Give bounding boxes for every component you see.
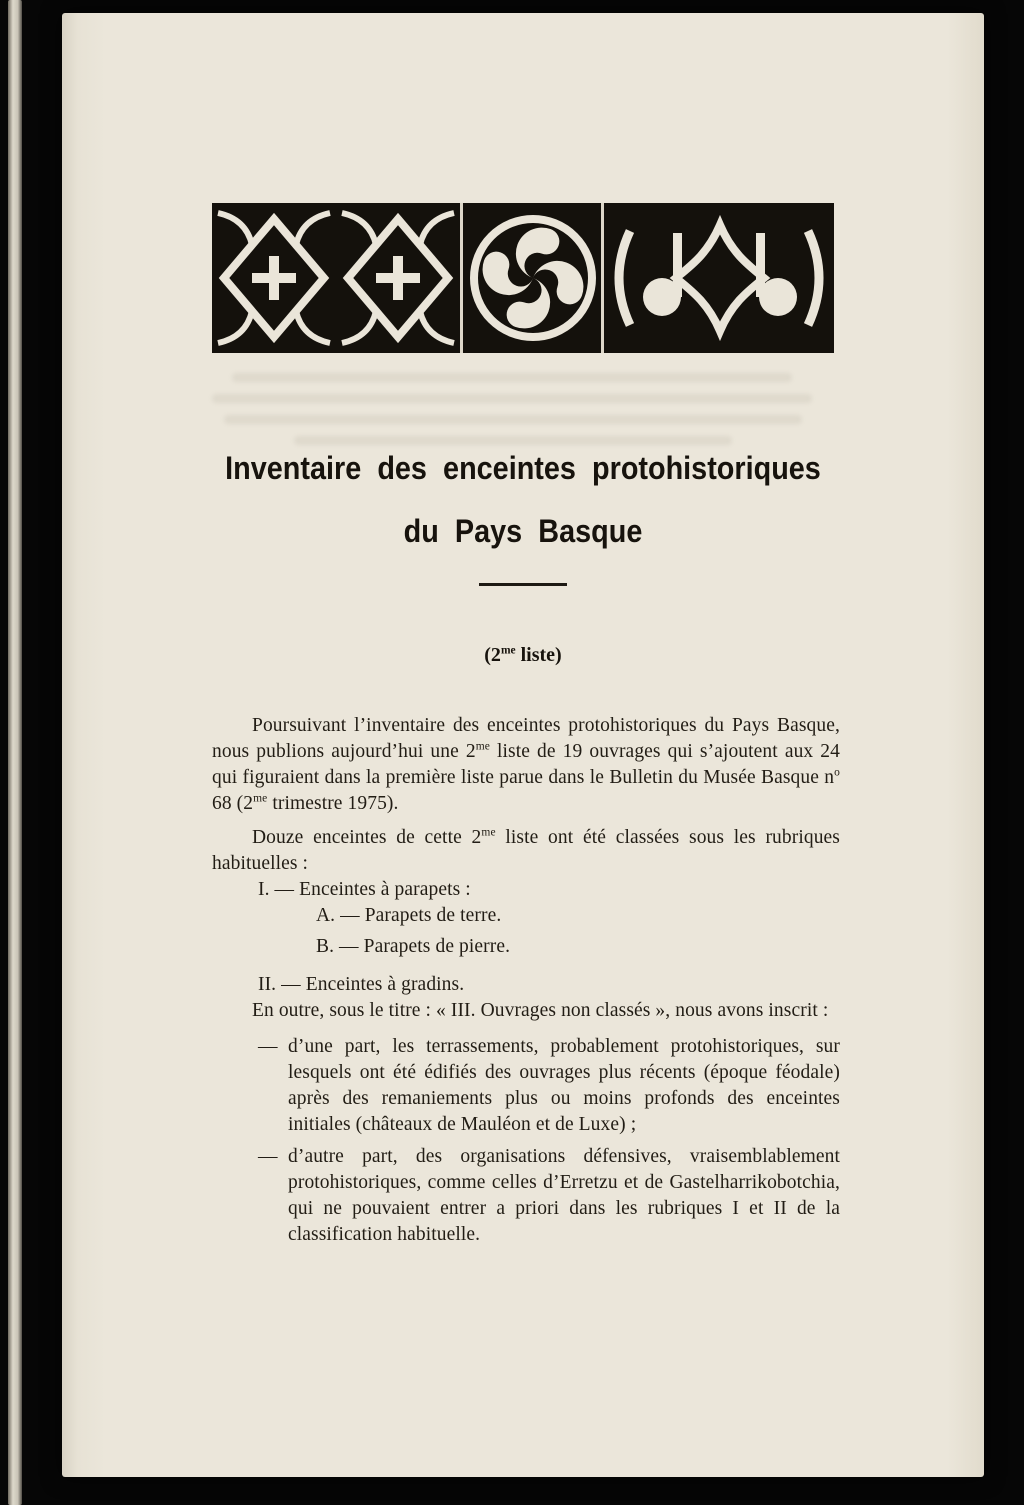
page-title	[108, 437, 938, 563]
paragraph-1: Poursuivant l’inventaire des enceintes protohistoriques du Pays Basque, nous publions aujourd’hui une $2^{me}$ liste de 19 ouvrages qui s’ajoutent aux 24 qui figuraient dans la première liste parue dans le Bulletin du Musée Basque $n^o$ 68 ($2^{me}$ trimestre 1975).	[212, 715, 841, 814]
list-item-B: B. — Parapets de pierre.	[316, 936, 511, 957]
dash-item-1	[212, 1034, 840, 1138]
ornament-seam-right	[601, 203, 604, 353]
title-divider	[479, 583, 567, 586]
dash-item-2	[212, 1144, 840, 1248]
paragraph-2: Douze enceintes de cette $2^{me}$ liste ont été classées sous les rubriques habituelles :	[212, 826, 840, 874]
ornament-seam-left	[460, 203, 463, 353]
previous-page-edge	[8, 0, 22, 1505]
em-dash: —	[258, 1146, 278, 1167]
list-item-II: II. — Enceintes à gradins.	[258, 974, 465, 995]
subtitle: ($2^{me}$ liste)	[484, 644, 562, 666]
paragraph-3: En outre, sous le titre : « III. Ouvrages non classés », nous avons inscrit :	[252, 1000, 829, 1021]
show-through-smudge	[232, 373, 792, 382]
show-through-smudge	[212, 394, 812, 403]
dash-item-text: d’autre part, des organisations défensives, vraisemblablement protohistoriques, comme celles d’Erretzu et de Gastelharrikobotchia, qui ne pouvaient entrer a priori dans les rubriques I et II de la classification habituelle.	[288, 1146, 840, 1245]
title-line-2: du Pays Basque	[403, 513, 643, 549]
list-item-A: A. — Parapets de terre.	[316, 905, 502, 926]
em-dash: —	[258, 1036, 278, 1057]
basque-ornament-band	[212, 203, 834, 353]
article-body	[212, 713, 840, 1248]
title-line-1: Inventaire des enceintes protohistoriques	[225, 450, 821, 486]
dash-item-text: d’une part, les terrassements, probablement protohistoriques, sur lesquels ont été édifiés des ouvrages plus récents (époque féodale) après des remaniements plus ou moins profonds des enceintes initiales (châteaux de Mauléon et de Luxe) ;	[288, 1036, 840, 1135]
list-item-I: I. — Enceintes à parapets :	[258, 879, 471, 900]
show-through-smudge	[224, 415, 802, 424]
book-page	[62, 13, 984, 1477]
